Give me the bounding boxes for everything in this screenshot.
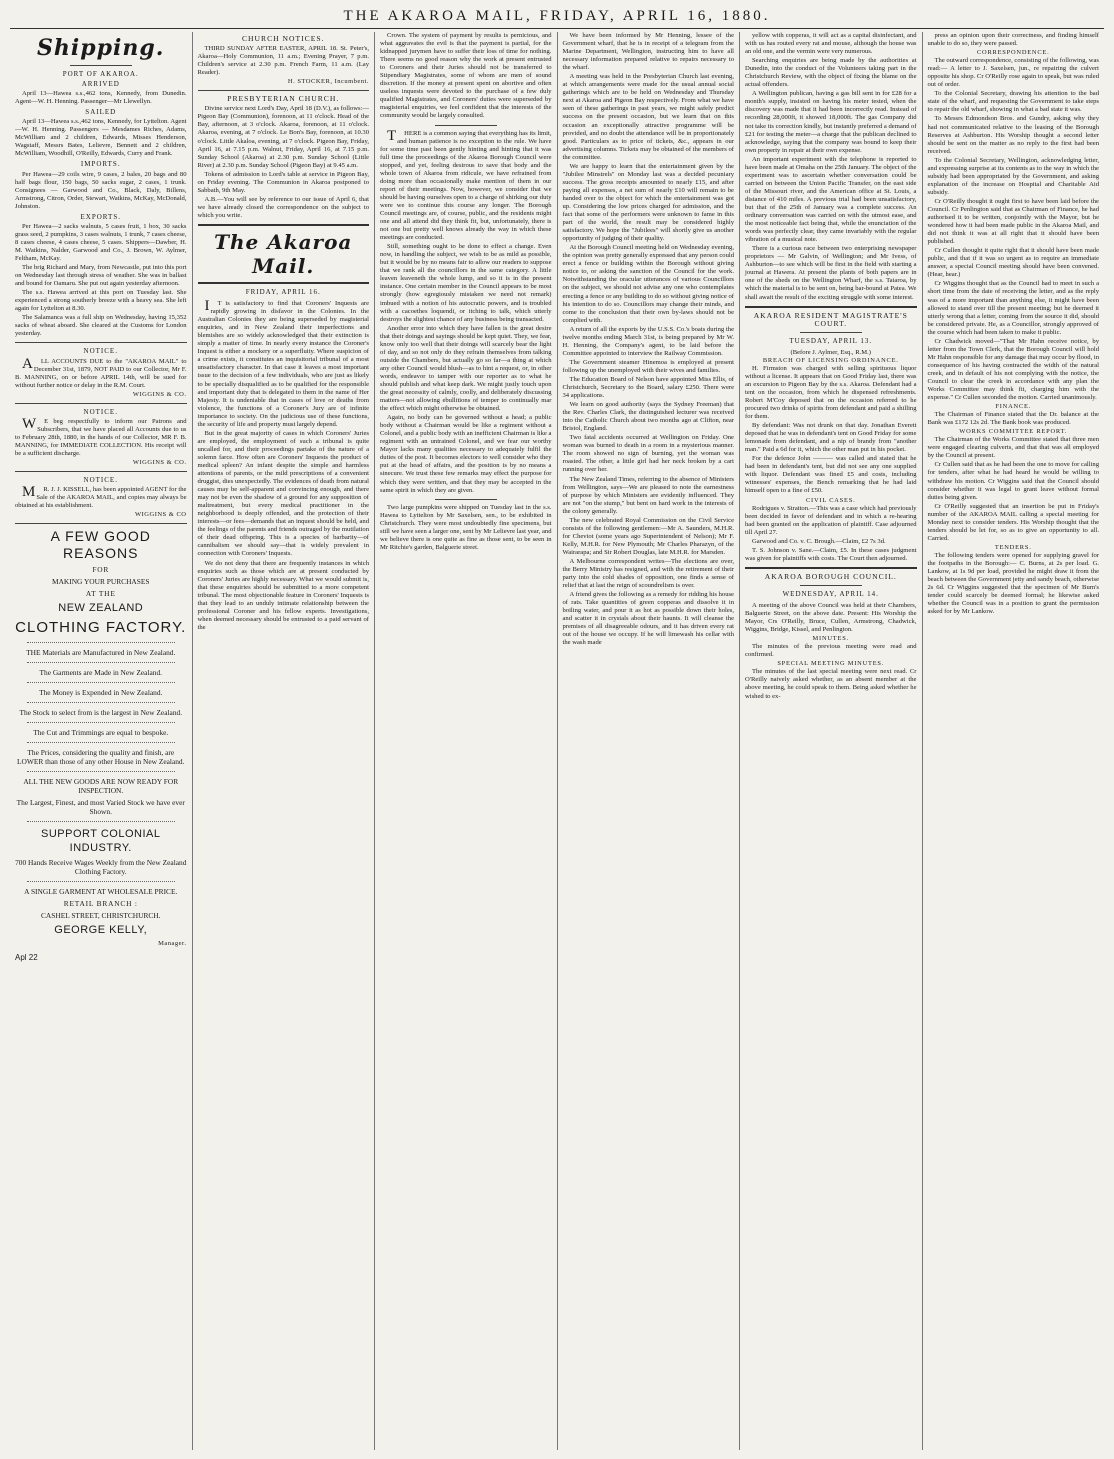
court-heading: AKAROA RESIDENT MAGISTRATE'S COURT.: [753, 310, 908, 328]
divider: [198, 90, 370, 91]
notice-body: MR. J. J. KISSELL, has been appointed AGENT for the Sale of the AKAROA MAIL, and copies may always be obtained at his establishment.: [15, 484, 187, 510]
column-1: [10, 32, 192, 1450]
council-report: The outward correspondence, consisting of the following, was read:— A letter to J. Saxelsen, jun., re repairing the culvert opposite his shop. Cr O'Reilly rose again to speak, but was ruled out of order.: [927, 57, 1099, 89]
council-date: WEDNESDAY, APRIL 14.: [782, 589, 879, 598]
divider: [27, 821, 175, 822]
church-notice: THIRD SUNDAY AFTER EASTER, APRIL 18. St. Peter's, Akaroa—Holy Communion, 11 a.m.; Evening Prayer, 7 p.m. Children's service at 2.30 p.m. French Farm, 11 a.m. (Lay Reader).: [197, 45, 369, 77]
advert-brand: CLOTHING FACTORY.: [15, 619, 187, 637]
notice-heading: NOTICE.: [83, 347, 118, 356]
court-date: TUESDAY, APRIL 13.: [789, 336, 873, 345]
divider: [15, 342, 187, 343]
divider: [27, 771, 175, 772]
news-paragraph: We learn on good authority (says the Sydney Freeman) that the Rev. Charles Clark, the distinguished lecturer was received into the Catholic Church about two months ago at Clifton, near Bristol, England.: [562, 401, 734, 433]
council-report: The Chairman of the Works Committee stated that three men were engaged clearing culverts, and that that was all employed by the Council at present.: [927, 436, 1099, 460]
editorial-paragraph: Still, something ought to be done to effect a change. Even now, in handling the subject, we wish to be as mild as possible, but it would be by no means fair to allow our readers to suppose that we rank all the councillors in the same category. A little leaven leaveneth the whole lump, and so it is in the present instance. One certain member in the Council appears to be most strongly (how egregiously mistaken we need not remark) imbued with a notion of his autocratic powers, and is troubled with a cacoethes loquendi, or itching to talk, which utterly destroys the slightest chance of any business being transacted.: [380, 243, 552, 323]
advert-reason: 700 Hands Receive Wages Weekly from the New Zealand Clothing Factory.: [15, 858, 187, 877]
court-report: Garwood and Co. v. C. Brough.—Claim, £2 7s 3d.: [752, 537, 886, 545]
news-paragraph: There is a curious race between two enterprising newspaper proprietors — Mr Galvin, of Wellington; and Mr Ivess, of Ashburton—to see which will be first in the field with starting a journal at Hawera. At present the plants of both papers are in one of the sheds on the Wellington Wharf, the s.s. Taiaroa, by which the material is to be sent on, being bar-bound at Patea. We shall await the result of the exciting struggle with some interest.: [745, 245, 917, 301]
masthead-rule: [10, 28, 1104, 29]
civil-cases-heading: CIVIL CASES.: [806, 496, 856, 504]
tenders-heading: TENDERS.: [994, 543, 1032, 551]
sailed-label: SAILED: [85, 108, 117, 117]
divider: [15, 523, 187, 524]
council-report: The Chairman of Finance stated that the Dr. balance at the Bank was £172 12s 2d. The Bank book was produced.: [927, 411, 1099, 427]
shipping-news: The brig Richard and Mary, from Newcastle, put into this port on Wednesday last through stress of weather. She was in ballast and bound for Oamaru. She put out again yesterday afternoon.: [15, 264, 187, 288]
council-report: A meeting of the above Council was held at their Chambers, Balguerie Street, on the above date. Present: His Worship the Mayor, Crs O'Reilly, Bruce, Cullen, Armstrong, Chadwick, Wiggins, Bridge, Kissel, and Penlington.: [745, 602, 917, 634]
council-report: The minutes of the previous meeting were read and confirmed.: [745, 643, 917, 659]
editorial-date: FRIDAY, APRIL 16.: [245, 287, 321, 296]
court-report: By defendant: Was not drunk on that day. Jonathan Everett deposed that he was in defendant's tent on Good Friday for some lemonade from defendant, and a nip of brandy from "another man." Paid a 6d for it, which the other man put in his pocket.: [745, 422, 917, 454]
council-report: To the Colonial Secretary, Wellington, acknowledging letter, and expressing surprise at its contents as to the way in which the subsidy had been appropriated by the Government, and asking explanation of the increase on Hospital and Charitable Aid subsidy.: [927, 156, 1099, 196]
works-heading: WORKS COMMITTEE REPORT.: [959, 428, 1068, 436]
court-bench: (Before J. Aylmer, Esq., R.M.): [790, 348, 871, 356]
court-report: T. S. Johnson v. Sane.—Claim, £5. In these cases judgment was given for plaintiffs with costs. The Court then adjourned.: [745, 546, 917, 562]
news-paragraph: We have been informed by Mr Henning, lessee of the Government wharf, that he is in receipt of a telegram from the Marine Department, Wellington, instructing him to have all necessary information prepared relative to repairs necessary to the wharf.: [562, 32, 734, 72]
presbyterian-heading: PRESBYTERIAN CHURCH.: [227, 94, 340, 104]
notice-signature: WIGGINS & CO: [135, 511, 187, 519]
court-report: Rodrigues v. Stratton.—This was a case which had previously been decided in favor of defendant and in which a re-hearing had been granted on the application of plaintiff. Case adjourned till April 27.: [745, 504, 917, 536]
divider: [198, 282, 370, 284]
news-paragraph: A friend gives the following as a remedy for ridding his house of rats. Take quantities of green copperas and dissolve it in boiling water, and pour it as hot as possible down their holes, and scatter it in crystals about their haunts. It will cleanse the premises of all disagreeable odours, and it has driven every rat out of the house we occupy. If he will limewash his cellar with the wash made: [562, 591, 734, 647]
column-6: [922, 32, 1105, 1450]
advert-reason: The Garments are Made in New Zealand.: [39, 668, 162, 678]
news-paragraph: We are happy to learn that the entertainment given by the "Jubilee Minstrels" on Monday last was a decided pecuniary success. The gross receipts amounted to nearly £15, and after paying all expenses, a net sum of nearly £10 will remain to be handed over to the object for which the entertainment was got up. Considering the low prices charged for admission, and the fact that some of the performers were unknown to fame in this part of the world, the result may be considered highly satisfactory. We hope the "Jubilees" will shortly give us another opportunity of judging of their quality.: [562, 162, 734, 243]
divider: [198, 224, 370, 226]
imports-entry: Per Hawea—29 coils wire, 9 cases, 2 bales, 20 bags and 80 half bags flour, 150 bags, 50 sacks sugar, 2 cases, 1 trunk. Consignees — Garwood and Co., Black, Daly, Billens, Armstrong, Citron, Order, Stewart, Watkins, McKay, McDonald, Johnston.: [15, 170, 187, 210]
court-report: H. Firmston was charged with selling spirituous liquor without a license. It appears that on Good Friday last, there was an excursion to Pigeon Bay by the s.s. Akaroa. Defendant had a tent on the occasion, from which he dispensed refreshments. Robert M'Coy deposed that on the occasion referred to he procured two drinks of spirits from defendant and paid a shilling for them.: [745, 364, 917, 421]
notice-body: WE beg respectfully to inform our Patrons and Subscribers, that we have placed all Accounts due to us to February 28th, 1880, in the hands of our Collector, MR F. B. MANNING, for IMMEDIATE COLLECTION. His receipt will be a sufficient discharge.: [15, 415, 187, 457]
column-5: [739, 32, 922, 1450]
council-report: press an opinion upon their correctness, and finding himself unable to do so, they were passed.: [927, 32, 1099, 48]
shipping-heading: Shipping.: [37, 35, 165, 61]
columns: [10, 32, 1104, 1450]
divider: [70, 65, 132, 66]
advert-address: CASHEL STREET, CHRISTCHURCH.: [41, 911, 161, 921]
news-paragraph: A meeting was held in the Presbyterian Church last evening, at which arrangements were made for the usual annual social gatherings which are to be held on Wednesday and Thursday next at Akaroa and Pigeon Bay respectively. From what we have seen of these gatherings in past years, we might safely predict success on the present occasion, but we learn that on this occasion an exceptionally attractive programme will be provided, and no doubt the attendance will be in proportionately good. Particulars as to price of tickets, &c., appears in our advertising columns. Tickets may be obtained of the members of the committee.: [562, 73, 734, 161]
news-paragraph: At the Borough Council meeting held on Wednesday evening, the opinion was pretty generally expressed that any person could erect a fence or building within the Borough without giving notice to, or asking the sanction of the Council for the work. Notwithstanding the oracular utterances of various Councillors on the subject, we should not advise any one who contemplates erecting a fence or any building to do so without giving notice of his intention to do so. Councillors may change their minds, and come to the conclusion that their own by-laws should not be complied with.: [562, 244, 734, 324]
divider: [15, 403, 187, 404]
advert-brand: NEW ZEALAND: [58, 602, 144, 615]
arrived-label: ARRIVED: [81, 80, 120, 89]
correspondence-heading: CORRESPONDENCE.: [976, 49, 1050, 57]
council-report: Cr O'Reilly thought it ought first to have been laid before the Council. Cr Penlington said that as Chairman of Finance, he had authorised it to be written, conjointly with the Mayor, but he wondered how it had been made public in the Akaroa Mail, and did not think it was at all right that it should have been published.: [927, 197, 1099, 246]
advert-manager: GEORGE KELLY,: [54, 924, 148, 937]
news-paragraph: The New Zealand Times, referring to the absence of Ministers from Wellington, says—We are pleased to note the earnestness of purpose by which Ministers are evidently influenced. They are not "on the stump," but bent on hard work in the interests of the colony generally.: [562, 475, 734, 515]
divider: [15, 471, 187, 472]
council-report: Cr Cullen said that as he had been the one to move for calling for tenders, after what he had heard he would be willing to withdraw his motion. Cr Wiggins said that the Council should consider whether it was legal to grant leave without formal duties being given.: [927, 461, 1099, 501]
editorial-paragraph: We do not deny that there are frequently instances in which enquiries such as those which are at present conducted by Coroners' Juries are highly necessary. What we would submit is, that these enquiries should be submitted to a more competent tribunal. The most objectionable feature in Coroners' Inquests is that they lead to an unduly intimate relationship between the professional Coroner and his fellow experts. Investigations, when deemed necessary should be entrusted to a paid servant of the: [197, 559, 369, 631]
divider: [800, 332, 862, 333]
divider: [27, 742, 175, 743]
council-report: Cr Wiggins thought that as the Council had to meet in such a short time from the date of receiving the letter, and as the reply was of a more important than anything else, it might have been allowed to stand over till the present meeting; but he deemed it utterly wrong that a letter, coming from the source it did, should be considered private. He, as a Councillor, strongly approved of the course which had been taken to make it public.: [927, 280, 1099, 336]
advert-headline: A FEW GOOD REASONS: [50, 528, 151, 562]
divider: [27, 881, 175, 882]
advert-reason: The Stock to select from is the largest in New Zealand.: [19, 708, 183, 718]
court-report: For the defence John ——— was called and stated that he had been in defendant's tent, but did not see any one supplied with liquor. Defendant was fined £5 and costs, including witnesses' expenses, the Bench remarking that he had laid himself open to a fine of £50.: [745, 455, 917, 495]
editorial-paragraph: Crown. The system of payment by results is pernicious, and what aggravates the evil is that the payment is partial, for the kidnapped jurymen have to suffer their loss of time for nothing. There seems no good reason why the work at present entrusted to Coroners and their Juries should not be transferred to Stipendiary Magistrates, some of whom are men of sound discretion. If the money at present spent on abortive and often useless inquests were devoted to the purchase of a few duly qualified Magistrates, and Coroners' duties were superseded by magisterial enquiries, we feel confident that the interests of the community would be largely consulted.: [380, 32, 552, 120]
divider: [745, 567, 917, 569]
divider: [27, 702, 175, 703]
divider: [745, 306, 917, 308]
masthead: THE AKAROA MAIL, FRIDAY, APRIL 16, 1880.: [343, 8, 771, 24]
editorial-paragraph: THERE is a common saying that everything has its limit, and human patience is no exception to the rule. We have for some time past been gently hinting and hinting that it was full time the proceedings of the Akaroa Borough Council were stopped, and yet, feeling desirous to save that body and the whole town of Akaroa from ridicule, we have refrained from doing more than occasionally make mention of them in our report of their meetings. Now, however, we consider that we should be having ourselves open to a charge of shirking our duty were we to continue this course any longer. The Borough Council meetings are, of course, public, and the residents might one and all attend did they think fit, but, unfortunately, there is not one but pretty well knows already the way in which these meetings are conducted.: [380, 127, 552, 242]
advert-line: A SINGLE GARMENT AT WHOLESALE PRICE.: [24, 887, 178, 897]
council-report: Cr Cullen thought it quite right that it should have been made public, and that if it was so urgent as to require an immediate answer, a special Council meeting should have been convened. (Hear, hear.): [927, 247, 1099, 279]
editorial-paragraph: Again, no body can be governed without a head; a public body without a Chairman would be like a regiment without a Colonel, and a public body with an inefficient Chairman is like a regiment with an untrained Colonel, and we fear our worthy Mayor lacks many qualities necessary to adequately fulfil the duties of the post. It becomes electors to well consider who they put at the head of affairs, and the position is by no means a sinecure. We trust these few remarks may effect the purpose for which they were written, and that they may be accepted in the same spirit in which they are given.: [380, 414, 552, 494]
divider: [800, 585, 862, 586]
news-paragraph: A Wellington publican, having a gas bill sent in for £28 for a month's supply, insisted on having his meter tested, when the discovery was made that it had been incorrectly read. Instead of recording 28,000ft, it showed 18,000ft. The gas Company did not take its correction kindly, but instantly preferred a demand of £21 for testing the meter—a charge that the publican declined to acknowledge, saying that the company was bound to keep their own property in repair at their own expense.: [745, 90, 917, 154]
finance-heading: FINANCE.: [995, 403, 1032, 411]
advert-reason: The Largest, Finest, and most Varied Stock we have ever Shown.: [16, 798, 185, 817]
news-paragraph: Two large pumpkins were shipped on Tuesday last in the s.s. Hawea to Lyttelton by Mr Saxelsen, sen., to be exhibited in Christchurch. They were most undoubtedly fine specimens, but still we have seen a larger one, sent by Mr Lelievre last year, and we believe there is one quite as fine as those sent, to be seen in Mr Ritchie's garden, Balguerie street.: [380, 503, 552, 551]
news-paragraph: Two fatal accidents occurred at Wellington on Friday. One woman was burned to death in a room in a mysterious manner. The room showed no sign of burning, yet the woman was roasted. The other, a little girl had her neck broken by a cart running over her.: [562, 434, 734, 474]
advert-slogan: SUPPORT COLONIAL INDUSTRY.: [41, 828, 161, 855]
council-report: To Messrs Edmondson Bros. and Gundry, asking why they had not communicated relative to the leasing of the Borough Reserves at Ashburton. His Worship thought a second letter should be sent on the matter as no reply to the first had been received.: [927, 115, 1099, 155]
presbyterian-notice: Tokens of admission to Lord's table at service in Pigeon Bay, on Friday evening. The Communion in Akaroa postponed to Sabbath, 9th May.: [197, 170, 369, 194]
column-4: [557, 32, 740, 1450]
divider: [27, 722, 175, 723]
arrived-entry: April 13—Hawea s.s.,462 tons, Kennedy, from Dunedin. Agent—W. H. Henning. Passenger—Mr Llewellyn.: [15, 90, 187, 106]
editorial-paragraph: IT is satisfactory to find that Coroners' Inquests are rapidly growing in disfavor in the Colonies. In the Australian Colonies they are being superseded by magisterial enquiries, and in New Zealand their imperfections and blemishes are so widely acknowledged that their extinction is simply a matter of time. In nearly every instance the Coroner's Inquest is either a mockery or a superfluity. Where suspicion of a crime exists, it constitutes an inquisitorial tribunal of a most unsatisfactory character. In that case it leaves a most important issue to the decision of a few individuals, who are just as likely to be specially disqualified as to be qualified for the responsible and important duty that is delegated to them in the name of Her Majesty. It is undeniable that in cases of love or deaths from violence, the functions of a Coroner's Jury are of infinite importance to society. On the judicious use of these functions, the security of life and property must largely depend.: [197, 298, 369, 428]
advert-reason: The Cut and Trimmings are equal to bespoke.: [33, 728, 169, 738]
imports-label: IMPORTS.: [80, 160, 121, 169]
notice-heading: NOTICE.: [83, 476, 118, 485]
news-paragraph: A Melbourne correspondent writes—The elections are over, the Berry Ministry has resigned, and with the retirement of their party into the cold shades of opposition, one finds a sense of relief that at last the reign of scoundrelism is over.: [562, 558, 734, 590]
council-report: The following tenders were opened for supplying gravel for the footpaths in the Borough:— C. Burns, at 2s per load. G. Lankow, at 1s 9d per load, provided he might draw it from the beach between the Government jetty and sandy beach, otherwise 2s 6d. Cr Wiggins suggested that the specimen of Mr Burn's tender could scarcely be deemed formal; he likewise asked whether the Council was in a position to grant the permission asked for by Mr Lankow.: [927, 551, 1099, 616]
news-paragraph: A return of all the exports by the U.S.S. Co.'s boats during the twelve months ending March 31st, is being prepared by Mr W. H. Henning, the Company's agent, to be laid before the Committee appointed to interview the Railway Commission.: [562, 325, 734, 357]
minutes-heading: MINUTES.: [812, 635, 849, 643]
notice-heading: NOTICE.: [83, 407, 118, 416]
council-report: Cr Chadwick moved—"That Mr Hahn receive notice, by letter from the Town Clerk, that the Borough Council will hold Mr Hahn responsible for any damage that may occur by flood, in consequence of his having contracted the width of the natural creek, and in default of his not complying with the notice, the Council to clear the creek in accordance with any plan the Works Committee may think fit, charging him with the expense." Cr Cullen seconded the motion. Carried unanimously.: [927, 337, 1099, 402]
advert-line: RETAIL BRANCH :: [63, 899, 138, 909]
news-paragraph: The new celebrated Royal Commission on the Civil Service consists of the following gentlemen:—Mr A. Saunders, M.H.R. for Cheviot (some years ago Superintendent of Nelson); Mr F. Kelly, M.H.R. for New Plymouth; Mr Charles Pharazyn, of the Wairarapa; and Sir Robert Douglas, late M.H.R. for Marsden.: [562, 516, 734, 556]
divider: [27, 682, 175, 683]
port-heading: PORT OF AKAROA.: [62, 70, 139, 78]
column-2: [192, 32, 375, 1450]
advert-date: Apl 22: [15, 953, 38, 963]
advert-reason: ALL THE NEW GOODS ARE NOW READY FOR INSPECTION.: [23, 777, 179, 796]
special-minutes-heading: SPECIAL MEETING MINUTES.: [777, 660, 885, 668]
advert-reason: The Money is Expended in New Zealand.: [39, 688, 163, 698]
editorial-paragraph: Another error into which they have fallen is the great desire that their doings and sayings should be kept quiet. They, we fear, know only too well that their doings will scarcely bear the light of day, and so not only do they refrain themselves from talking outside the Chambers, but actually go so far—a thing at which any other Council would blush—as to hint a request, or, in other words, endeavor to tamper with our reporter as to what he should publish and what keep dark. We might justly touch upon the great necessity of calmly, coolly, and deliberately discussing matters—not allowing ebullitions of temper to continually mar the effect which might otherwise be obtained.: [380, 324, 552, 413]
divider: [435, 125, 497, 126]
council-report: The minutes of the last special meeting were next read. Cr O'Reilly naively asked whether, as an absent member at the above meeting, he could speak to them. Being asked whether he wished to ex-: [745, 668, 917, 700]
divider: [27, 642, 175, 643]
church-heading: CHURCH NOTICES.: [241, 34, 325, 43]
divider: [435, 499, 497, 500]
exports-label: EXPORTS.: [80, 212, 121, 221]
notice-signature: WIGGINS & CO.: [132, 390, 187, 398]
news-paragraph: Searching enquiries are being made by the authorities at Dunedin, into the conduct of the Volunteers taking part in the Christchurch Review, with the object of fixing the blame on the actual offenders.: [745, 57, 917, 89]
news-paragraph: The Government steamer Hinemoa is employed at present following up the unemployed with their wives and families.: [562, 358, 734, 374]
paper-title: The Akaroa Mail.: [214, 229, 353, 278]
shipping-news: The s.s. Hawea arrived at this port on Tuesday last. She experienced a strong southerly breeze with a heavy sea. She left again for Lyttelton at 8.30.: [15, 289, 187, 313]
council-heading: AKAROA BOROUGH COUNCIL.: [764, 571, 897, 581]
notice-signature: WIGGINS & CO.: [132, 459, 187, 467]
editor-reply: A.B.—You will see by reference to our issue of April 6, that we have already closed the correspondence on the subject to which you write.: [197, 195, 369, 219]
advert-line: FOR: [92, 565, 110, 575]
news-paragraph: An important experiment with the telephone is reported to have been made at Omaha on the 25th January. The object of the experiment was to ascertain whether conversation could be carried on between the Union Pacific Transfer, on the east side of the Missouri river, and the American office at St. Louis, a distance of 410 miles. A previous trial had been unsatisfactory, but that of the 25th of January was a complete success. An ordinary conversation was carried on with the utmost ease, and the most noticeable fact being that, while the enunciation of the words was perfectly clear, they came invariably with the regular vibration of a musical note.: [745, 155, 917, 244]
advert-line: AT THE: [85, 589, 116, 599]
news-paragraph: The Education Board of Nelson have appointed Miss Ellis, of Christchurch, Secretary to the Board, salary £250. There were 34 applications.: [562, 375, 734, 400]
editorial-paragraph: But in the great majority of cases in which Coroners' Juries are employed, the employment of such a tribunal is quite uncalled for, and their proceedings partake of the nature of a solemn farce. How often are Coroners' Inquests the product of medical spleen? An infant despite the simple and harmless attentions of parents, or the mild prescriptions of a convenient druggist, dies unexpectedly. The evidences of death from natural causes may be self-apparent and convincing enough, and there may not be even the shadow of a ground for any supposition of maltreatment, but every medical practitioner in the neighborhood is deeply offended, and the protection of their interests—or fees—demands that an inquest should be held, and the feelings of the parents and friends outraged by the mutilation of their dead offspring. This is a species of barbarity—of cannibalism we should say—that is widely prevalent in connection with Coroners' Inquests.: [197, 429, 369, 558]
advert-line: MAKING YOUR PURCHASES: [52, 577, 150, 587]
divider: [27, 662, 175, 663]
council-report: Cr O'Reilly suggested that an insertion be put in Friday's number of the AKAROA MAIL calling a special meeting for Monday next to consider tenders. His Worship thought that the tenders should be let for, so as to give an opportunity to all. Carried.: [927, 502, 1099, 542]
column-3: [374, 32, 557, 1450]
shipping-news: The Salamanca was a full ship on Wednesday, having 15,352 sacks of wheat aboard. She cleared at the Customs for London yesterday.: [15, 314, 187, 338]
advert-reason: THE Materials are Manufactured in New Zealand.: [26, 648, 176, 658]
exports-entry: Per Hawea—2 sacks walnuts, 5 cases fruit, 1 box, 30 sacks grass seed, 2 pumpkins, 3 cases walnuts, 1 trunk, 7 cases cheese, 8 cases cheese, 4 cases cheese, 5 cases. Shippers—Dawber, H. M. Watkins, Nalder, Garwood and Co., J. Brown, W. Aylmer, Feltham, McKay.: [15, 222, 187, 262]
church-signature: H. STOCKER, Incumbent.: [287, 78, 369, 86]
presbyterian-notice: Divine service next Lord's Day, April 18 (D.V.), as follows:— Pigeon Bay (Communion), forenoon, at 11 o'clock. Head of the Bay, afternoon, at 3 o'clock. Akaroa, forenoon, at 11 o'clock. Akaroa, evening, at 7 o'clock. Le Bon's Bay, forenoon, at 10.30 o'clock. Little Akaloa, evening, at 7 o'clock. Pigeon Bay, Friday, April 16, at 7.15 p.m. Walnut, Friday, April 16, at 7.15 p.m. Sunday School (Akaroa) at 2.30 p.m. Sunday School (Little River) at 2.30 p.m. Sunday School (Pigeon Bay) at 9.45 a.m.: [197, 105, 369, 169]
notice-body: ALL ACCOUNTS DUE to the "AKAROA MAIL" to December 31st, 1879, NOT PAID to our Collector, Mr F. B. MANNING, on or before APRIL 14th, will be sued for without further notice or delay in the R.M. Court.: [15, 355, 187, 389]
advert-manager-title: Manager.: [158, 940, 187, 948]
sailed-entry: April 13—Hawea s.s.,462 tons, Kennedy, for Lyttelton. Agent—W. H. Henning. Passengers — Mesdames Riches, Adams, McWilliam and 2 children, Edwards, Misses Henderson, Wagstaff, Messrs Bates, Lelievre, Bennett and 2 children, McWilliam, Woodhill, O'Reilly, Edwards, Curry and Frank.: [15, 118, 187, 158]
council-report: To the Colonial Secretary, drawing his attention to the bad state of the wharf, and requesting the Government to take steps to repair the old wharf, showing in what a bad state it was.: [927, 90, 1099, 114]
news-paragraph: yellow with copperas, it will act as a capital disinfectant, and with us has routed every rat and mouse, although the house was an old one, and the vermin were very numerous.: [745, 32, 917, 56]
court-case-heading: BREACH OF LICENSING ORDINANCE.: [762, 356, 899, 364]
advert-reason: The Prices, considering the quality and finish, are LOWER than those of any other House in New Zealand.: [17, 748, 185, 767]
